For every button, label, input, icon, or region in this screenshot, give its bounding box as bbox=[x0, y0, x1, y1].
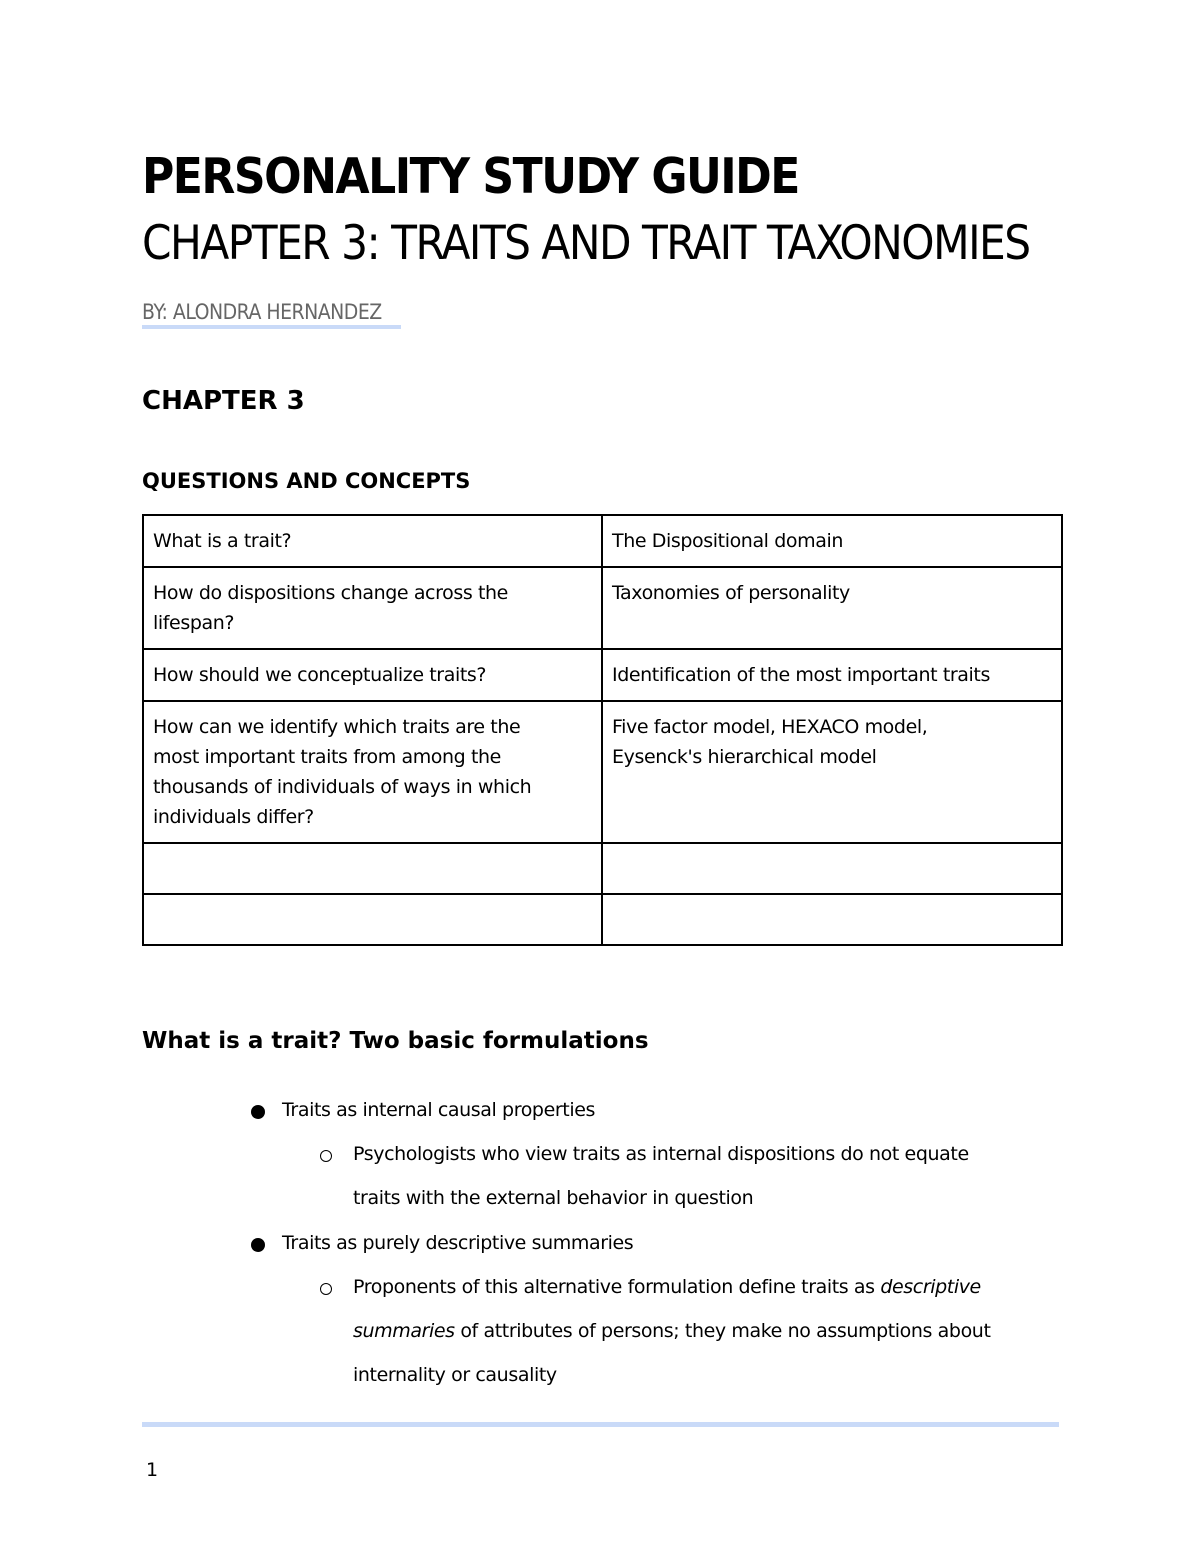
author-line: BY: ALONDRA HERNANDEZ bbox=[142, 300, 382, 324]
sub-text-emphasis: summaries bbox=[353, 1320, 455, 1342]
table-cell-question bbox=[143, 649, 602, 701]
cell-text: How can we identify which traits are the bbox=[153, 716, 521, 738]
cell-text: individuals differ? bbox=[153, 806, 314, 828]
sub-bullet-circle-icon bbox=[320, 1283, 332, 1295]
cell-text: thousands of individuals of ways in which bbox=[153, 776, 532, 798]
table-cell-question bbox=[143, 515, 602, 567]
cell-text: lifespan? bbox=[153, 612, 235, 634]
chapter-heading: CHAPTER 3 bbox=[142, 386, 305, 416]
bullet-dot-icon bbox=[251, 1105, 265, 1119]
table-cell-question bbox=[143, 843, 602, 894]
cell-text: Identification of the most important traits bbox=[612, 664, 990, 686]
sub-text: of attributes of persons; they make no assumptions about bbox=[454, 1320, 991, 1342]
sub-text: Proponents of this alternative formulation define traits as bbox=[353, 1276, 881, 1298]
sub-bullet-circle-icon bbox=[320, 1150, 332, 1162]
questions-concepts-table bbox=[142, 514, 1063, 946]
questions-heading: QUESTIONS AND CONCEPTS bbox=[142, 469, 471, 493]
table-cell-concept bbox=[602, 567, 1062, 649]
sub-text-emphasis: descriptive bbox=[880, 1276, 981, 1298]
document-subtitle: CHAPTER 3: TRAITS AND TRAIT TAXONOMIES bbox=[142, 216, 1030, 271]
bullet-dot-icon bbox=[251, 1238, 265, 1252]
cell-text: most important traits from among the bbox=[153, 746, 501, 768]
table-row bbox=[143, 649, 1062, 701]
sub-list-item: Psychologists who view traits as internal dispositions do not equate bbox=[353, 1143, 969, 1165]
table-cell-concept bbox=[602, 701, 1062, 843]
cell-text: Taxonomies of personality bbox=[612, 582, 850, 604]
table-row bbox=[143, 515, 1062, 567]
table-cell-question bbox=[143, 894, 602, 945]
sub-list-item-continuation bbox=[353, 1309, 991, 1353]
table-row bbox=[143, 567, 1062, 649]
sub-list-item-continuation: internality or causality bbox=[353, 1364, 557, 1386]
cell-text: How do dispositions change across the bbox=[153, 582, 508, 604]
document-title: PERSONALITY STUDY GUIDE bbox=[142, 148, 799, 205]
table-row bbox=[143, 701, 1062, 843]
table-cell-concept bbox=[602, 843, 1062, 894]
list-item: Traits as purely descriptive summaries bbox=[282, 1232, 634, 1254]
author-underline bbox=[142, 325, 401, 329]
sub-list-item-continuation: traits with the external behavior in question bbox=[353, 1187, 754, 1209]
table-cell-question bbox=[143, 567, 602, 649]
cell-text: What is a trait? bbox=[153, 530, 292, 552]
footer-rule bbox=[142, 1422, 1059, 1427]
table-cell-question bbox=[143, 701, 602, 843]
section-heading: What is a trait? Two basic formulations bbox=[142, 1028, 649, 1054]
cell-text: How should we conceptualize traits? bbox=[153, 664, 487, 686]
table-cell-concept bbox=[602, 649, 1062, 701]
page-number: 1 bbox=[146, 1459, 159, 1481]
list-item: Traits as internal causal properties bbox=[282, 1099, 596, 1121]
table-cell-concept bbox=[602, 894, 1062, 945]
table-cell-concept bbox=[602, 515, 1062, 567]
table-row bbox=[143, 843, 1062, 894]
cell-text: The Dispositional domain bbox=[612, 530, 843, 552]
table-row bbox=[143, 894, 1062, 945]
cell-text: Five factor model, HEXACO model, bbox=[612, 716, 928, 738]
cell-text: Eysenck's hierarchical model bbox=[612, 746, 877, 768]
sub-list-item bbox=[353, 1265, 981, 1309]
